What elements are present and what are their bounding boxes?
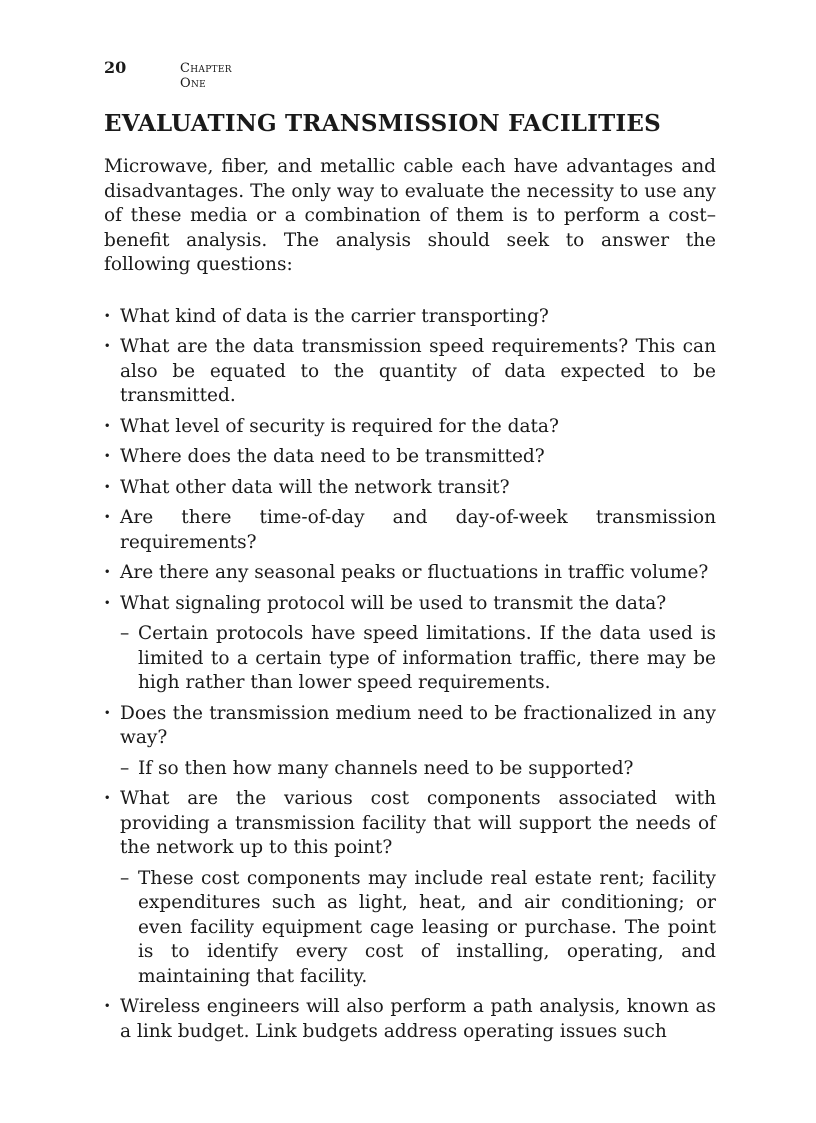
sub-list bbox=[120, 622, 716, 696]
list-item-text: What signaling protocol will be used to transmit the data? bbox=[120, 592, 667, 614]
list-item bbox=[104, 506, 716, 555]
list-item bbox=[104, 476, 716, 501]
list-item-text: What are the various cost components associated with providing a transmission facility that will support the needs of the network up to this point? bbox=[120, 788, 716, 858]
list-item-text: What other data will the network transit? bbox=[120, 476, 510, 498]
list-item bbox=[104, 592, 716, 696]
list-item-text: Where does the data need to be transmitted? bbox=[120, 446, 545, 467]
list-item-text: What level of security is required for the data? bbox=[120, 415, 559, 437]
list-item bbox=[104, 335, 716, 409]
sub-list bbox=[120, 867, 716, 990]
intro-paragraph: Microwave, fiber, and metallic cable each have advantages and disadvantages. The only way to evaluate the necessity to use any of these media or a combination of them is to perform a cost–benefit analysis. The analysis should seek to answer the following questions: bbox=[104, 156, 716, 275]
list-item bbox=[104, 305, 716, 330]
list-item bbox=[104, 995, 716, 1044]
list-item bbox=[104, 787, 716, 989]
list-item bbox=[104, 445, 716, 470]
question-list bbox=[104, 305, 716, 1045]
sub-list bbox=[120, 757, 716, 782]
list-item-text: Does the transmission medium need to be fractionalized in any way? bbox=[120, 702, 716, 748]
list-item-text: Wireless engineers will also perform a path analysis, known as a link budget. Link budgets address operating issues such bbox=[120, 996, 716, 1042]
page-number: 20 bbox=[104, 58, 127, 77]
section-title: EVALUATING TRANSMISSION FACILITIES bbox=[104, 110, 661, 137]
list-item bbox=[104, 415, 716, 440]
list-item-text: What kind of data is the carrier transporting? bbox=[120, 305, 549, 327]
list-item-text: Are there time-of-day and day-of-week transmission requirements? bbox=[120, 507, 716, 553]
sub-list-item: – Certain protocols have speed limitations. If the data used is limited to a certain type of information traffic, there may be high rather than lower speed requirements. bbox=[120, 622, 716, 696]
sub-list-item: – If so then how many channels need to be supported? bbox=[120, 757, 716, 782]
list-item bbox=[104, 561, 716, 586]
list-item-text: What are the data transmission speed requirements? This can also be equated to the quantity of data expected to be transmitted. bbox=[120, 336, 716, 406]
body-text bbox=[104, 155, 716, 1050]
chapter-label: Chapter One bbox=[180, 61, 232, 91]
list-item-text: Are there any seasonal peaks or fluctuations in traffic volume? bbox=[120, 562, 709, 583]
sub-list-item: – These cost components may include real estate rent; facility expenditures such as light, heat, and air conditioning; or even facility equipment cage leasing or purchase. The point is to identify every cost of installing, operating, and maintaining that facility. bbox=[120, 867, 716, 990]
list-item bbox=[104, 702, 716, 782]
